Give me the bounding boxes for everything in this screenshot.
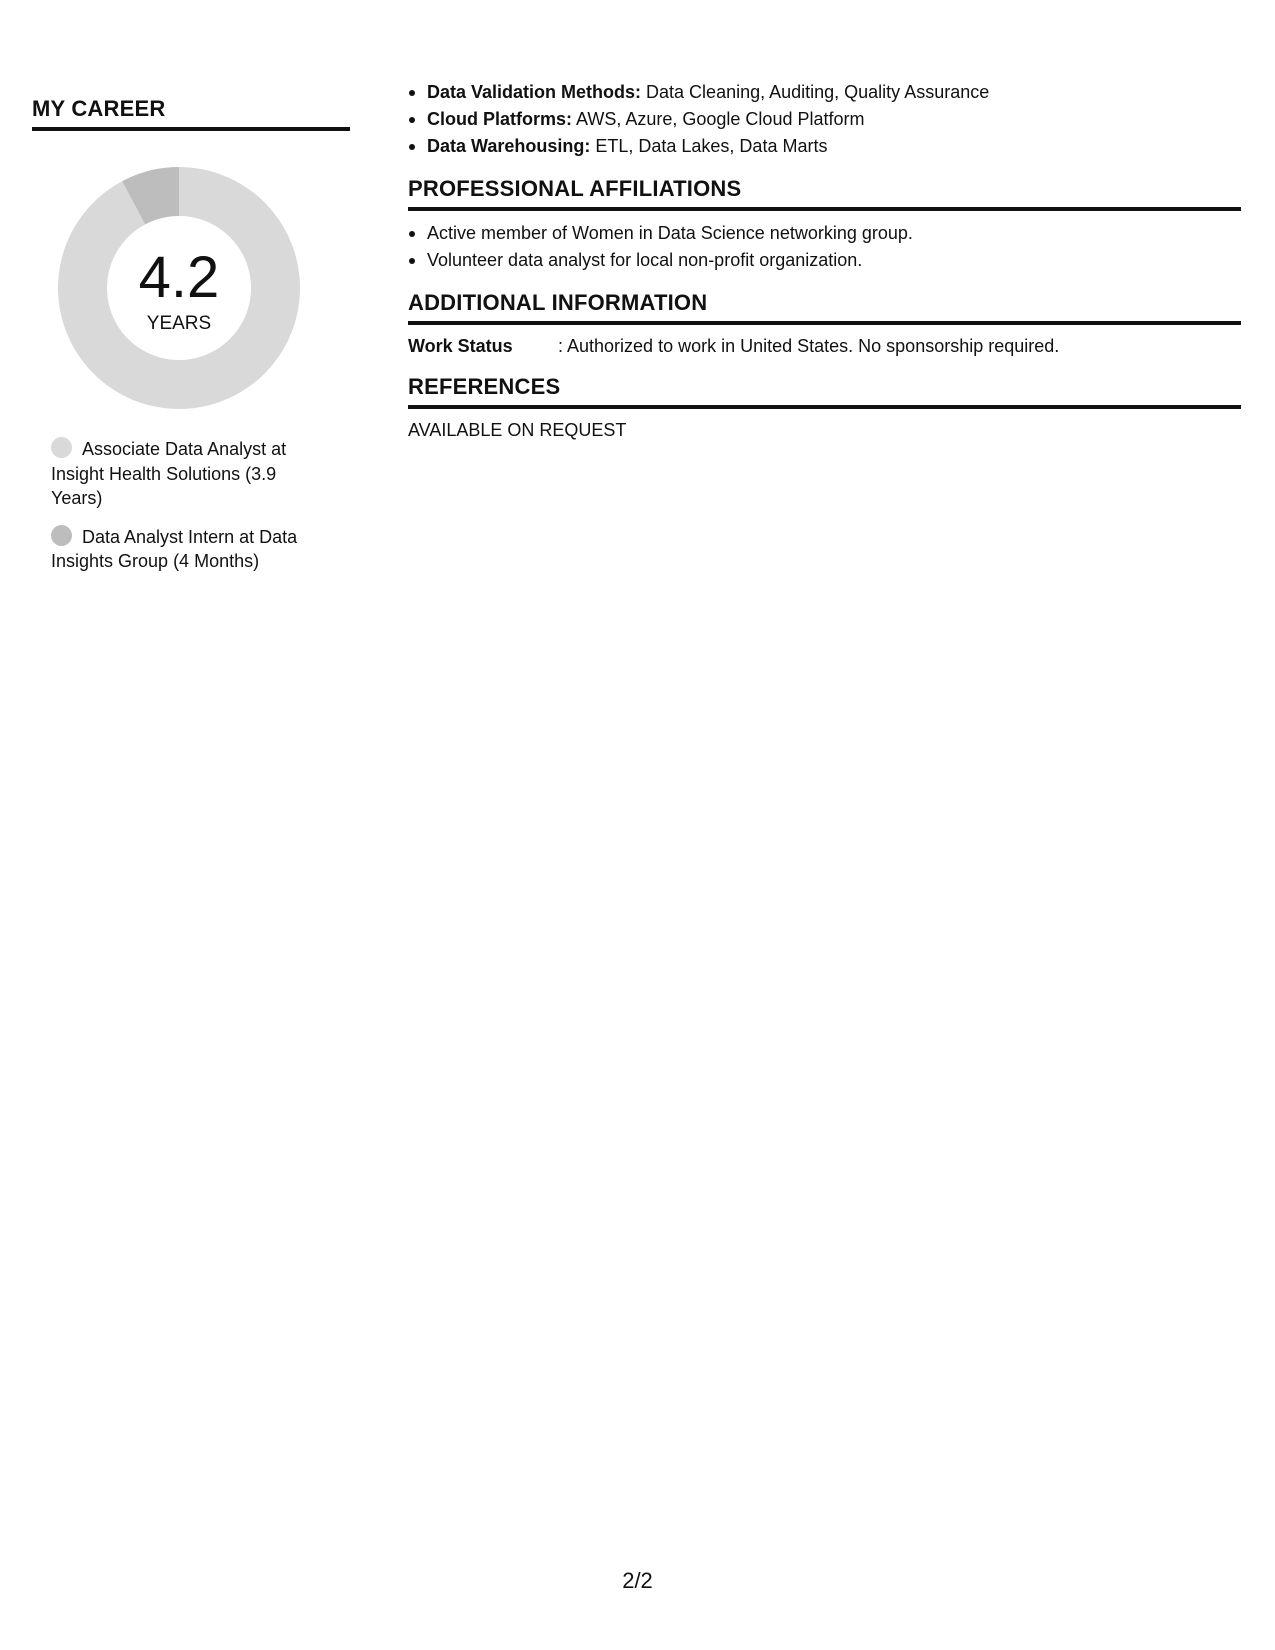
references-title: REFERENCES <box>408 374 561 399</box>
work-status-row <box>408 334 1241 358</box>
skill-item <box>408 79 1241 106</box>
affiliations-rule <box>408 207 1241 211</box>
work-status-value: : Authorized to work in United States. No sponsorship required. <box>558 336 1060 356</box>
work-status-label: Work Status <box>408 336 513 356</box>
affiliations-title: PROFESSIONAL AFFILIATIONS <box>408 176 742 201</box>
main-content <box>408 79 1241 442</box>
legend-dot-icon <box>51 525 72 546</box>
donut-center <box>56 165 302 411</box>
career-title-rule <box>32 127 350 131</box>
skill-value: Data Cleaning, Auditing, Quality Assurance <box>641 82 990 102</box>
skills-list <box>408 79 1241 160</box>
career-legend-item <box>51 525 302 574</box>
additional-info-section <box>408 290 1241 358</box>
skill-item <box>408 133 1241 160</box>
career-legend-label: Data Analyst Intern at Data Insights Group (4 Months) <box>51 526 298 571</box>
career-sidebar <box>32 96 350 588</box>
career-section-title: MY CAREER <box>32 96 166 121</box>
affiliation-item: Active member of Women in Data Science networking group. <box>408 220 1241 247</box>
skill-label: Data Validation Methods: <box>427 82 642 102</box>
references-rule <box>408 405 1241 409</box>
affiliations-list <box>408 220 1241 274</box>
career-legend <box>32 437 302 574</box>
skill-label: Cloud Platforms: <box>427 109 573 129</box>
skill-item <box>408 106 1241 133</box>
affiliation-item: Volunteer data analyst for local non-profit organization. <box>408 247 1241 274</box>
additional-info-title: ADDITIONAL INFORMATION <box>408 290 708 315</box>
references-section <box>408 374 1241 442</box>
skill-label: Data Warehousing: <box>427 136 591 156</box>
additional-info-rule <box>408 321 1241 325</box>
skill-value: ETL, Data Lakes, Data Marts <box>590 136 828 156</box>
page-number: 2/2 <box>622 1568 653 1593</box>
career-legend-item <box>51 437 302 511</box>
legend-dot-icon <box>51 437 72 458</box>
career-legend-label: Associate Data Analyst at Insight Health Solutions (3.9 Years) <box>51 439 287 508</box>
career-total-unit: YEARS <box>146 313 212 334</box>
references-text: AVAILABLE ON REQUEST <box>408 420 627 440</box>
career-donut-chart <box>56 165 302 411</box>
career-total-years: 4.2 <box>138 245 220 310</box>
affiliations-section <box>408 176 1241 274</box>
skill-value: AWS, Azure, Google Cloud Platform <box>572 109 865 129</box>
